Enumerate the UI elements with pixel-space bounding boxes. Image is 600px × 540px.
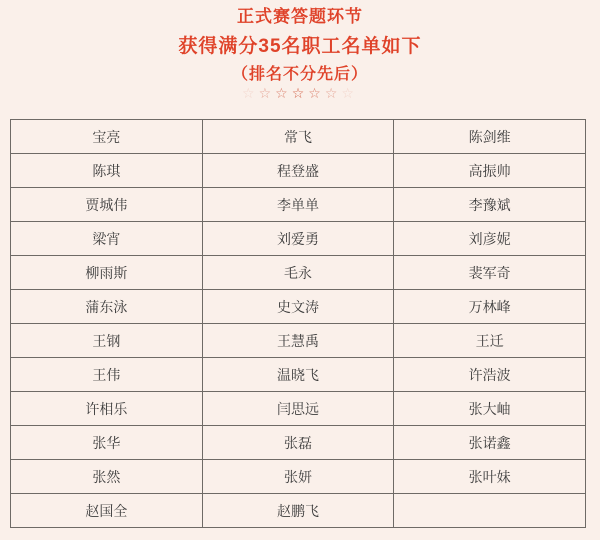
name-cell: 张然 bbox=[11, 460, 203, 494]
name-cell: 程登盛 bbox=[202, 154, 394, 188]
name-cell: 史文涛 bbox=[202, 290, 394, 324]
header-line-3: （排名不分先后） bbox=[231, 66, 368, 83]
names-table bbox=[10, 119, 586, 528]
name-cell: 陈琪 bbox=[11, 154, 203, 188]
name-cell: 李单单 bbox=[202, 188, 394, 222]
name-cell: 王钢 bbox=[11, 324, 203, 358]
name-cell: 蒲东泳 bbox=[11, 290, 203, 324]
table-row bbox=[11, 256, 586, 290]
empty-cell bbox=[394, 494, 586, 528]
name-cell: 许浩波 bbox=[394, 358, 586, 392]
name-cell: 温晓飞 bbox=[202, 358, 394, 392]
name-cell: 王慧禹 bbox=[202, 324, 394, 358]
name-cell: 万林峰 bbox=[394, 290, 586, 324]
header bbox=[0, 0, 600, 104]
name-cell: 柳雨斯 bbox=[11, 256, 203, 290]
star-icon: ☆ bbox=[242, 85, 259, 101]
name-cell: 贾城伟 bbox=[11, 188, 203, 222]
name-cell: 张诺鑫 bbox=[394, 426, 586, 460]
star-icon: ☆ bbox=[324, 85, 342, 101]
name-cell: 高振帅 bbox=[394, 154, 586, 188]
name-cell: 裴军奇 bbox=[394, 256, 586, 290]
table-row bbox=[11, 222, 586, 256]
star-icon: ☆ bbox=[275, 85, 292, 101]
table-row bbox=[11, 120, 586, 154]
table-row bbox=[11, 358, 586, 392]
name-cell: 张磊 bbox=[202, 426, 394, 460]
name-cell: 李豫斌 bbox=[394, 188, 586, 222]
name-cell: 张妍 bbox=[202, 460, 394, 494]
name-cell: 闫思远 bbox=[202, 392, 394, 426]
name-cell: 张华 bbox=[11, 426, 203, 460]
star-icon: ☆ bbox=[258, 85, 276, 101]
name-cell: 张大岫 bbox=[394, 392, 586, 426]
name-cell: 梁宵 bbox=[11, 222, 203, 256]
name-cell: 王迁 bbox=[394, 324, 586, 358]
name-cell: 王伟 bbox=[11, 358, 203, 392]
name-cell: 赵国全 bbox=[11, 494, 203, 528]
name-cell: 张叶妹 bbox=[394, 460, 586, 494]
name-cell: 宝亮 bbox=[11, 120, 203, 154]
name-cell: 陈剑维 bbox=[394, 120, 586, 154]
header-line-1: 正式赛答题环节 bbox=[237, 7, 363, 26]
name-cell: 常飞 bbox=[202, 120, 394, 154]
header-line-2: 获得满分35名职工名单如下 bbox=[178, 36, 422, 57]
table-row bbox=[11, 426, 586, 460]
star-icon: ☆ bbox=[308, 85, 325, 101]
name-cell: 赵鹏飞 bbox=[202, 494, 394, 528]
name-cell: 许相乐 bbox=[11, 392, 203, 426]
star-icon: ☆ bbox=[291, 85, 309, 101]
table-row bbox=[11, 188, 586, 222]
name-cell: 刘彦妮 bbox=[394, 222, 586, 256]
name-cell: 毛永 bbox=[202, 256, 394, 290]
table-row bbox=[11, 324, 586, 358]
table-row bbox=[11, 154, 586, 188]
table-row bbox=[11, 392, 586, 426]
name-cell: 刘爱勇 bbox=[202, 222, 394, 256]
table-row bbox=[11, 494, 586, 528]
star-icon: ☆ bbox=[341, 85, 358, 101]
table-row bbox=[11, 460, 586, 494]
table-row bbox=[11, 290, 586, 324]
star-decoration bbox=[0, 86, 600, 104]
